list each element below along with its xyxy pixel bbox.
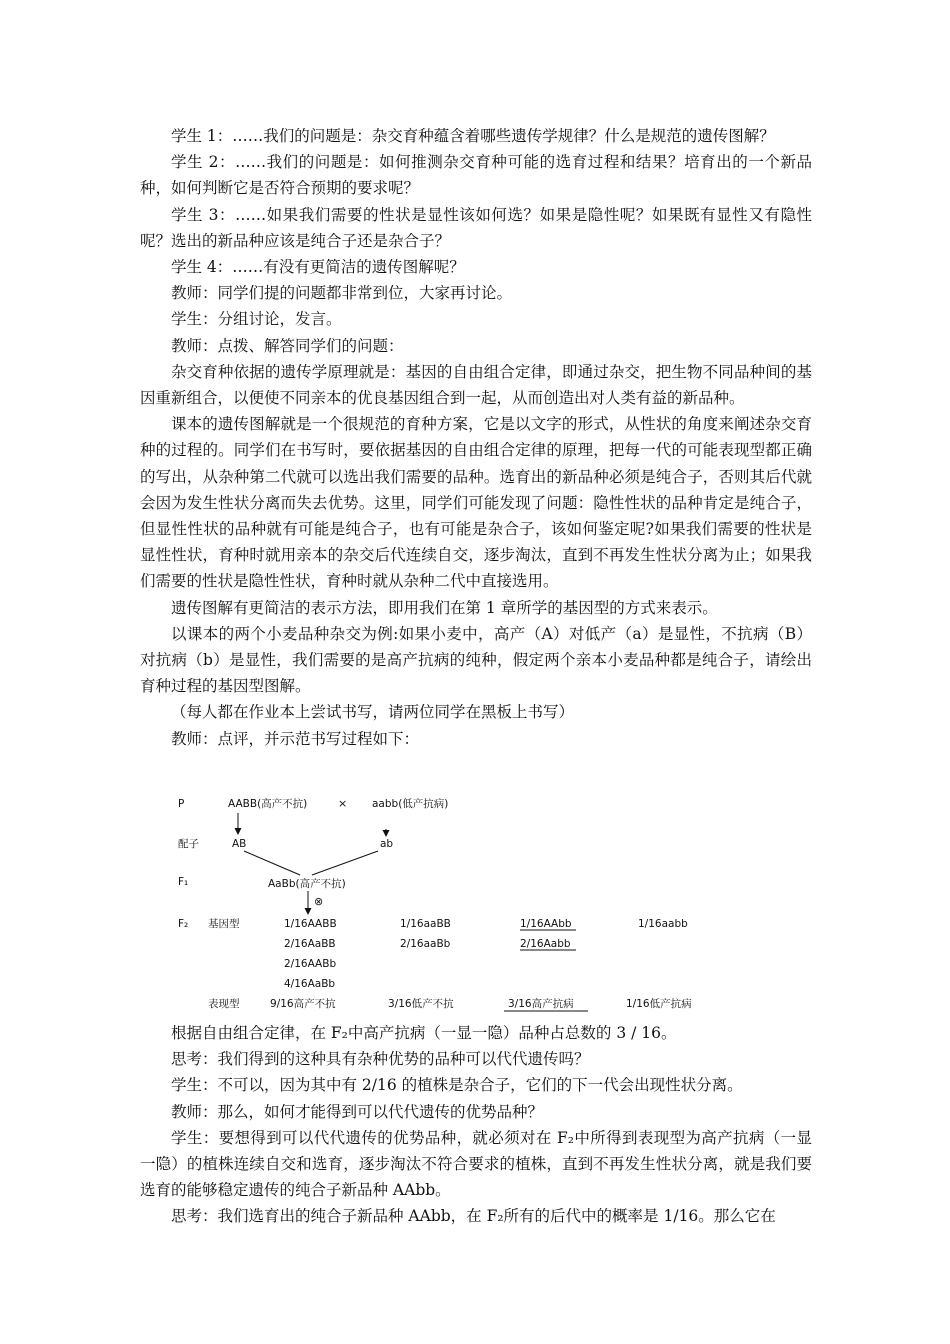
paragraph: 学生 2：……我们的问题是：如何推测杂交育种可能的选育过程和结果？培育出的一个新品种，如何判断它是否符合预期的要求呢？ [140,153,812,198]
paragraph: 学生 3：……如果我们需要的性状是显性该如何选？如果是隐性呢？如果既有显性又有隐性呢？选出的新品种应该是纯合子还是杂合子？ [140,205,812,250]
parent1-text: AABB(高产不抗) [228,798,308,810]
arrow-gamete2-f1 [312,851,378,875]
gamete-label: 配子 [178,838,199,850]
genetic-cross-diagram [140,795,760,1020]
paragraph: 课本的遗传图解就是一个很规范的育种方案，它是以文字的形式，从性状的角度来阐述杂交育种的过程的。同学们在书写时，要依据基因的自由组合定律的原理，把每一代的可能表现型都正确的写出，从杂种第二代就可以选出我们需要的品种。选育出的新品种必须是纯合子，否则其后代就会因为发生性状分离而失去优势。这里，同学们可能发现了问题：隐性性状的品种肯定是纯合子，但显性性状的品种就有可能是纯合子，也有可能是杂合子，该如何鉴定呢?如果我们需要的性状是显性性状，育种时就用亲本的杂交后代连续自交，逐步淘汰，直到不再发生性状分离为止；如果我们需要的性状是隐性性状，育种时就从杂种二代中直接选用。 [140,415,812,591]
paragraph: 教师：点拨、解答同学们的问题： [171,336,404,355]
genotype-cell: 2/16AABb [284,958,337,970]
paragraph: 遗传图解有更简洁的表示方法，即用我们在第 1 章所学的基因型的方式来表示。 [171,598,718,617]
self-cross-icon: ⊗ [314,895,324,908]
genotype-cell: 2/16AaBB [284,938,336,950]
paragraph: 思考：我们选育出的纯合子新品种 AAbb，在 F₂所有的后代中的概率是 1/16。那么它在 [171,1207,776,1226]
f1-text: AaBb(高产不抗) [268,878,346,890]
paragraph: 学生 1：……我们的问题是：杂交育种蕴含着哪些遗传学规律？什么是规范的遗传图解？ [171,127,775,145]
genotype-cell: 2/16Aabb [520,938,571,950]
paragraph: 根据自由组合定律，在 F₂中高产抗病（一显一隐）品种占总数的 3 / 16。 [171,1024,677,1042]
p-label: P [178,798,185,810]
paragraph: 学生：要想得到可以代代遗传的优势品种，就必须对在 F₂中所得到表现型为高产抗病（一显一隐）的植株连续自交和选育，逐步淘汰不符合要求的植株，直到不再发生性状分离，就是我们要选育的能够稳定遗传的纯合子新品种 AAbb。 [140,1128,812,1200]
paragraph: 学生：分组讨论，发言。 [171,310,342,329]
phenotype-label: 表现型 [208,998,240,1010]
gamete2-text: ab [380,838,394,850]
genotype-cell: 1/16AAbb [520,918,572,930]
text-block-top [140,123,812,752]
phenotype-cell: 1/16低产抗病 [626,998,692,1010]
paragraph: 学生 4：……有没有更简洁的遗传图解呢？ [171,258,465,277]
phenotype-cell: 9/16高产不抗 [270,998,336,1010]
genotype-cell: 1/16aaBB [400,918,451,930]
phenotype-cell: 3/16高产抗病 [508,998,574,1010]
cross-symbol: × [338,797,348,810]
paragraph: 以课本的两个小麦品种杂交为例:如果小麦中，高产（A）对低产（a）是显性，不抗病（B）对抗病（b）是显性，我们需要的是高产抗病的纯种，假定两个亲本小麦品种都是纯合子，请绘出育种过程的基因型图解。 [140,624,812,696]
paragraph: 杂交育种依据的遗传学原理就是：基因的自由组合定律，即通过杂交，把生物不同品种间的基因重新组合，以便使不同亲本的优良基因组合到一起，从而创造出对人类有益的新品种。 [140,362,812,408]
genotype-cell: 1/16AABB [284,918,337,930]
paragraph: 学生：不可以，因为其中有 2/16 的植株是杂合子，它们的下一代会出现性状分离。 [171,1076,743,1095]
genotype-cell: 1/16aabb [638,918,688,930]
f2-label: F₂ [178,918,189,930]
f1-label: F₁ [178,876,189,888]
arrow-gamete1-f1 [244,851,300,875]
paragraph: 教师：那么，如何才能得到可以代代遗传的优势品种？ [171,1102,544,1121]
paragraph: 思考：我们得到的这种具有杂种优势的品种可以代代遗传吗？ [171,1050,590,1069]
text-block-bottom [140,1020,812,1230]
gamete1-text: AB [232,838,247,850]
genotype-label: 基因型 [208,918,240,930]
genotype-cell: 4/16AaBb [284,978,336,990]
parent2-text: aabb(低产抗病) [372,798,449,810]
phenotype-cell: 3/16低产不抗 [388,998,454,1010]
paragraph: （每人都在作业本上尝试书写，请两位同学在黑板上书写） [171,703,575,722]
paragraph: 教师：点评，并示范书写过程如下： [171,729,420,748]
genotype-cell: 2/16aaBb [400,938,451,950]
paragraph: 教师：同学们提的问题都非常到位，大家再讨论。 [171,284,513,303]
